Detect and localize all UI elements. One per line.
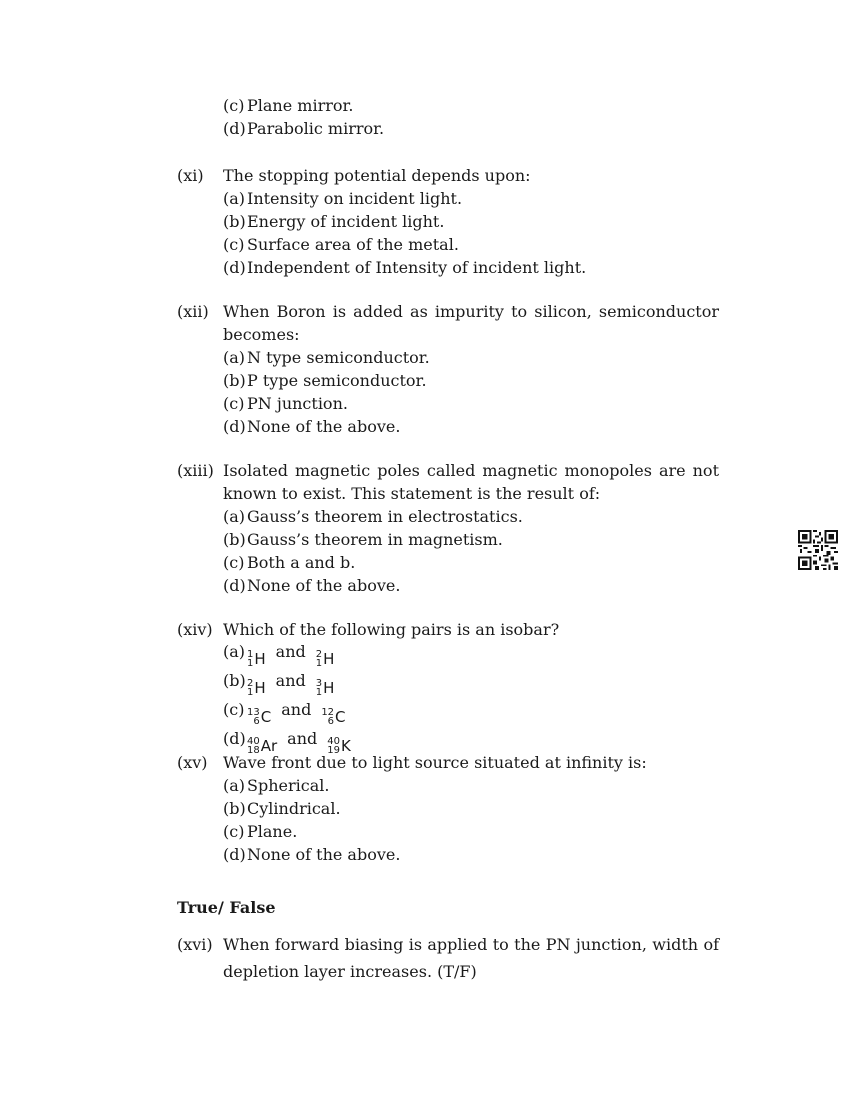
question-number: (xiii) — [177, 461, 214, 480]
option-d: (d)Independent of Intensity of incident light. — [223, 258, 587, 277]
question-number: (xv) — [177, 753, 208, 772]
question-xiv — [177, 618, 719, 757]
qr-code-icon — [798, 530, 838, 570]
option-list — [223, 641, 719, 757]
question-xii — [177, 300, 719, 438]
nuclide: 13 6 C — [247, 707, 272, 727]
question-stem: Isolated magnetic poles called magnetic monopoles are not known to exist. This statement is the result of: — [223, 461, 719, 503]
question-number: (xiv) — [177, 620, 213, 639]
question-xiii — [177, 459, 719, 597]
option-d-top: (d)Parabolic mirror. — [223, 119, 385, 138]
option-b: (b)Cylindrical. — [223, 799, 341, 818]
section-heading: True/ False — [177, 898, 276, 917]
option-c: (c) Surface area of the metal. — [223, 235, 459, 254]
option-c: (c) 13 6 C and 12 6 C — [223, 700, 346, 727]
option-c: (c) PN junction. — [223, 394, 348, 413]
option-list — [223, 187, 719, 279]
option-d: (d)None of the above. — [223, 576, 401, 595]
question-xi — [177, 164, 719, 279]
option-a: (a) Gauss’s theorem in electrostatics. — [223, 507, 523, 526]
question-stem: When Boron is added as impurity to silicon, semiconductor becomes: — [223, 302, 719, 344]
question-number: (xii) — [177, 302, 209, 321]
option-c: (c) Both a and b. — [223, 553, 356, 572]
option-d: (d) 40 18 Ar and 40 19 K — [223, 729, 351, 756]
option-list — [223, 346, 719, 438]
question-stem: The stopping potential depends upon: — [223, 166, 531, 185]
option-a: (a) Intensity on incident light. — [223, 189, 463, 208]
option-d: (d)None of the above. — [223, 417, 401, 436]
nuclide: 1 1 H — [247, 649, 266, 669]
option-b: (b)Energy of incident light. — [223, 212, 445, 231]
question-stem: Which of the following pairs is an isobar? — [223, 620, 560, 639]
option-b: (b)P type semiconductor. — [223, 371, 427, 390]
nuclide: 40 19 K — [327, 736, 351, 756]
option-list — [223, 774, 719, 866]
nuclide: 2 1 H — [247, 678, 266, 698]
question-stem: When forward biasing is applied to the PN junction, width of depletion layer increases. (T/F) — [223, 935, 719, 981]
option-a: (a) Spherical. — [223, 776, 330, 795]
nuclide: 40 18 Ar — [247, 736, 278, 756]
question-xvi — [177, 931, 719, 985]
option-b: (b)Gauss’s theorem in magnetism. — [223, 530, 503, 549]
nuclide: 2 1 H — [315, 649, 335, 669]
option-c-top: (c) Plane mirror. — [223, 96, 354, 115]
question-stem: Wave front due to light source situated at infinity is: — [223, 753, 647, 772]
option-a: (a) 1 1 H and 2 1 H — [223, 642, 335, 669]
option-d: (d)None of the above. — [223, 845, 401, 864]
option-c: (c) Plane. — [223, 822, 298, 841]
question-number: (xi) — [177, 166, 204, 185]
question-xv — [177, 751, 719, 866]
question-number: (xvi) — [177, 935, 213, 954]
option-list — [223, 505, 719, 597]
nuclide: 3 1 H — [315, 678, 335, 698]
nuclide: 12 6 C — [321, 707, 346, 727]
option-a: (a) N type semiconductor. — [223, 348, 430, 367]
option-b: (b) 2 1 H and 3 1 H — [223, 671, 335, 698]
